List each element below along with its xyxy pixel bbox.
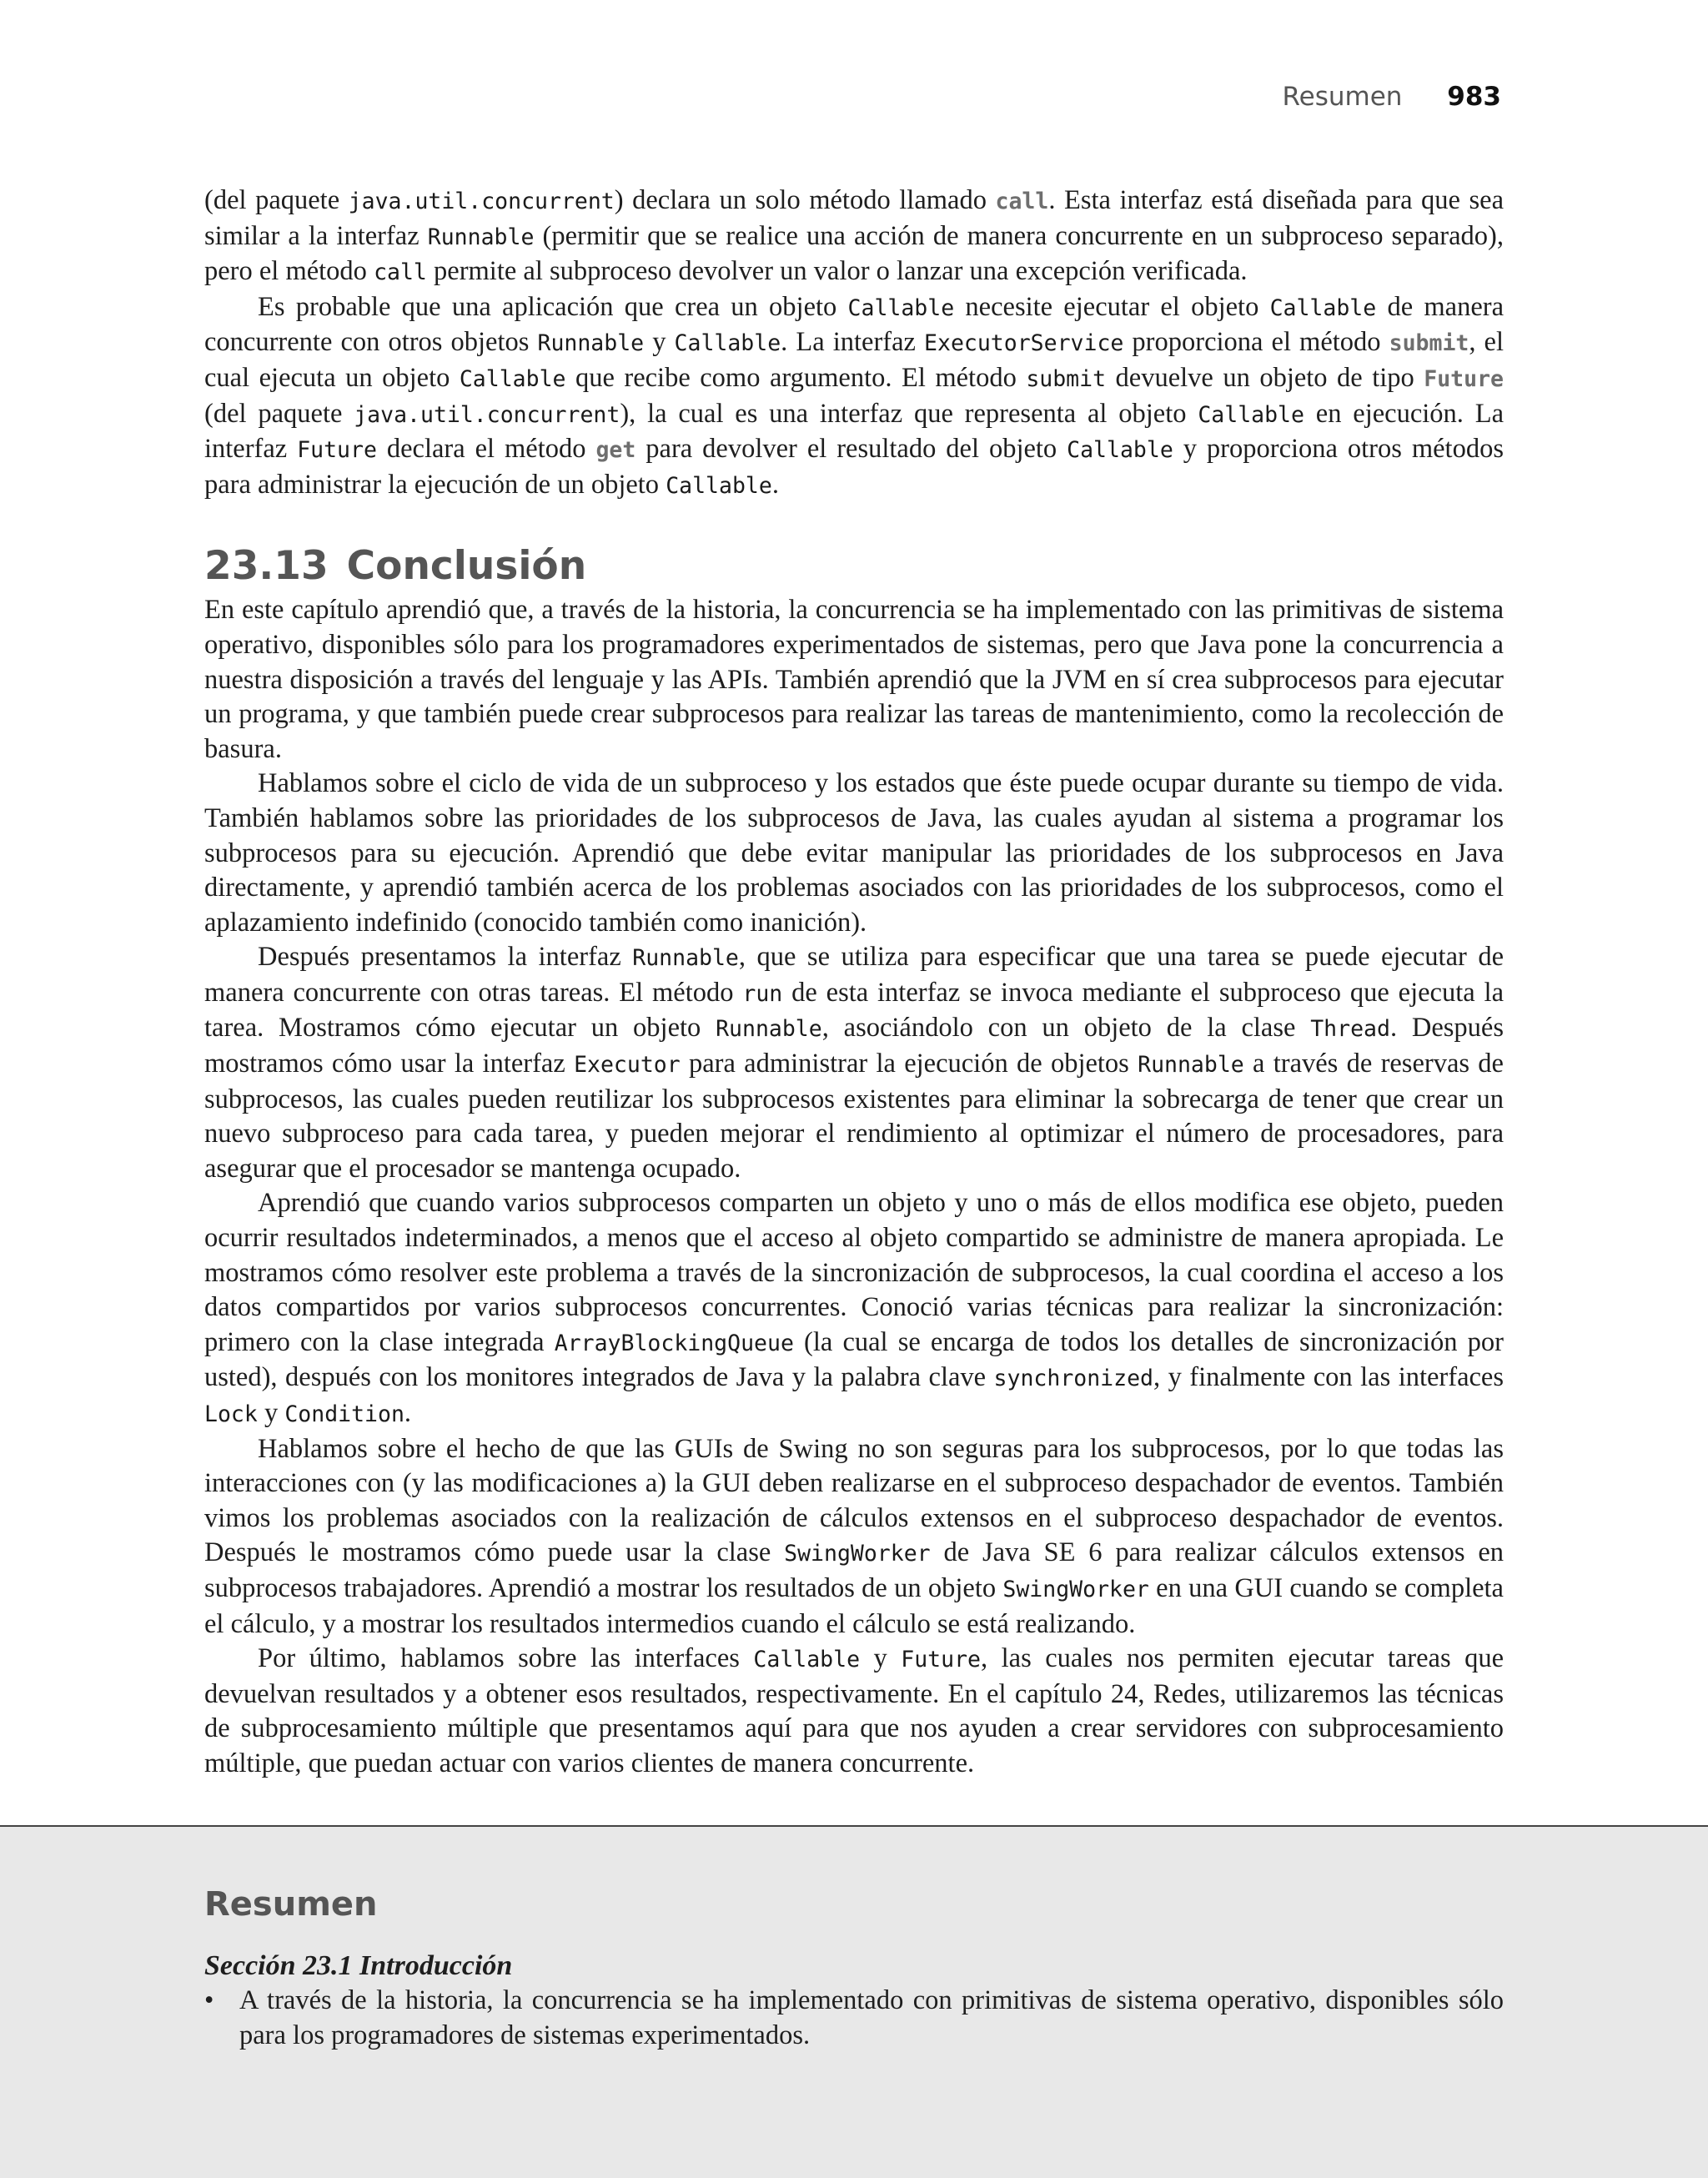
inline-code: Callable [1269,294,1377,321]
section-number: 23.13 [204,543,329,590]
inline-code: Thread [1310,1016,1390,1043]
summary-item-text: A través de la historia, la concurrencia se ha implementado con primitivas de sistema operativo, disponibles sólo para los programadores de sistemas experimentados. [239,1985,1504,2050]
inline-code: Callable [753,1647,861,1673]
bullet-icon: • [204,1985,214,2015]
summary-inner [204,1884,1504,2053]
inline-code: SwingWorker [784,1541,931,1567]
inline-code: Callable [666,472,772,499]
summary-box [0,1827,1708,2178]
inline-code: synchronized [993,1366,1153,1392]
conclusion-paragraph: Por último, hablamos sobre las interfaces Callable y Future, las cuales nos permiten ejecutar tareas que devuelvan resultados y a obtener esos resultados, respectivamente. En el capítulo 24, Redes, utilizaremos las técnicas de subprocesamiento múltiple que presentamos aquí para que nos ayuden a crear servidores con subprocesamiento múltiple, que puedan actuar con varios clientes de manera concurrente. [204,1643,1505,1778]
conclusion-paragraph: Después presentamos la interfaz Runnable, que se utiliza para especificar que una tarea se puede ejecutar de manera concurrente con otras tareas. El método run de esta interfaz se invoca mediante el subproceso que ejecuta la tarea. Mostramos cómo ejecutar un objeto Runnable, asociándolo con un objeto de la clase Thread. Después mostramos cómo usar la interfaz Executor para administrar la ejecución de objetos Runnable a través de reservas de subprocesos, las cuales pueden reutilizar los subprocesos existentes para eliminar la sobrecarga de tener que crear un nuevo subproceso para cada tarea, y pueden mejorar el rendimiento al optimizar el número de procesadores, para asegurar que el procesador se mantenga ocupado. [204,942,1504,1184]
conclusion-paragraph: Hablamos sobre el hecho de que las GUIs de Swing no son seguras para los subprocesos, por lo que todas las interacciones con (y las modificaciones a) la GUI deben realizarse en el subproceso despachador de eventos. También vimos los problemas asociados con la realización de cálculos extensos en el subproceso despachador de eventos. Después le mostramos cómo puede usar la clase SwingWorker de Java SE 6 para realizar cálculos extensos en subprocesos trabajadores. Aprendió a mostrar los resultados de un objeto SwingWorker en una GUI cuando se completa el cálculo, y a mostrar los resultados intermedios cuando el cálculo se está realizando. [204,1433,1505,1639]
inline-code: Condition [284,1401,404,1427]
inline-code: Future [297,437,377,464]
inline-code: Callable [1198,401,1304,428]
inline-code: call [995,189,1049,214]
inline-code: Callable [674,330,781,357]
section-title: Conclusión [346,543,587,590]
intro-paragraph: (del paquete java.util.concurrent) declara un solo método llamado call. Esta interfaz está diseñada para que sea similar a la interfaz Runnable (permitir que se realice una acción de manera concurrente en un subproceso separado), pero el método call permite al subproceso devolver un valor o lanzar una excepción verificada. [204,185,1504,287]
summary-subsection-title: Sección 23.1 Introducción [204,1950,513,1981]
inline-code: java.util.concurrent [354,401,620,428]
summary-list [204,1984,1504,2053]
inline-code: Runnable [537,330,645,357]
inline-code: SwingWorker [1002,1576,1149,1602]
inline-code: Future [901,1647,981,1673]
page-number: 983 [1447,82,1501,112]
summary-item [204,1984,1504,2053]
inline-code: submit [1389,330,1469,357]
inline-code: Runnable [427,224,535,250]
section-heading [204,543,1504,590]
inline-code: Runnable [1138,1052,1244,1079]
running-head [1282,82,1501,112]
conclusion-paragraph: Hablamos sobre el ciclo de vida de un subproceso y los estados que éste puede ocupar durante su tiempo de vida. También hablamos sobre las prioridades de los subprocesos de Java, las cuales ayudan al sistema a programar los subprocesos para su ejecución. Aprendió que debe evitar manipular las prioridades de los subprocesos en Java directamente, y aprendió también acerca de los problemas asociados con las prioridades de los subprocesos, como el aplazamiento indefinido (conocido también como inanición). [204,768,1504,938]
running-head-title: Resumen [1282,82,1403,112]
inline-code: Callable [459,365,566,392]
inline-code: Callable [1067,437,1173,464]
inline-code: Runnable [716,1016,822,1043]
inline-code: Runnable [632,945,739,972]
inline-code: Executor [574,1052,681,1079]
conclusion-paragraph: En este capítulo aprendió que, a través de la historia, la concurrencia se ha implementado con las primitivas de sistema operativo, disponibles sólo para los programadores experimentados de sistemas, pero que Java pone la concurrencia a nuestra disposición a través del lenguaje y las APIs. También aprendió que la JVM en sí crea subprocesos para ejecutar un programa, y que también puede crear subprocesos para realizar las tareas de mantenimiento, como la recolección de basura. [204,595,1504,764]
inline-code: java.util.concurrent [348,189,615,214]
inline-code: ExecutorService [924,330,1124,357]
summary-title: Resumen [204,1885,378,1924]
inline-code: call [374,259,427,286]
inline-code: Future [1424,365,1504,392]
intro-paragraph: Es probable que una aplicación que crea un objeto Callable necesite ejecutar el objeto Callable de manera concurrente con otros objetos Runnable y Callable. La interfaz ExecutorService proporciona el método submit, el cual ejecuta un objeto Callable que recibe como argumento. El método submit devuelve un objeto de tipo Future (del paquete java.util.concurrent), la cual es una interfaz que representa al objeto Callable en ejecución. La interfaz Future declara el método get para devolver el resultado del objeto Callable y proporciona otros métodos para administrar la ejecución de un objeto Callable. [204,291,1505,500]
main-content [204,184,1504,1782]
inline-code: get [595,437,636,464]
inline-code: Callable [847,294,955,321]
inline-code: Lock [204,1401,258,1427]
conclusion-paragraph: Aprendió que cuando varios subprocesos comparten un objeto y uno o más de ellos modifica ese objeto, pueden ocurrir resultados indeterminados, a menos que el acceso al objeto compartido se administre de manera apropiada. Le mostramos cómo resolver este problema a través de la sincronización de subprocesos, la cual coordina el acceso a los datos compartidos por varios subprocesos concurrentes. Conoció varias técnicas para realizar la sincronización: primero con la clase integrada ArrayBlockingQueue (la cual se encarga de todos los detalles de sincronización por usted), después con los monitores integrados de Java y la palabra clave synchronized, y finalmente con las interfaces Lock y Condition. [204,1188,1504,1428]
inline-code: ArrayBlockingQueue [554,1330,794,1356]
inline-code: submit [1026,365,1107,392]
inline-code: run [742,980,783,1007]
